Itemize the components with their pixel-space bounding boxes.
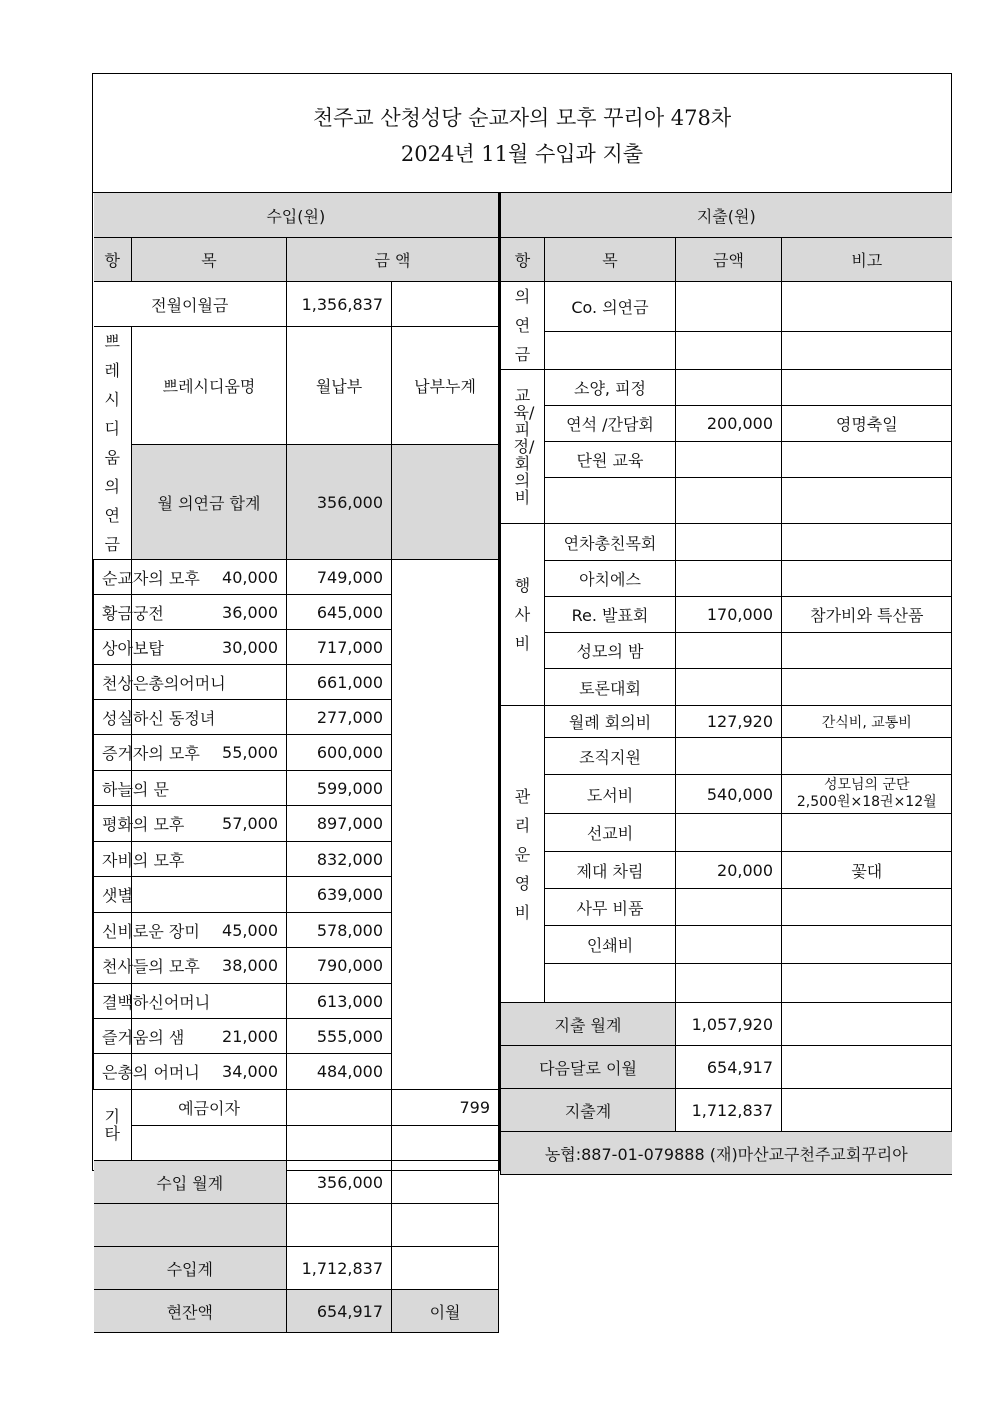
monthly-donation-total-label: 월 의연금 합계 bbox=[132, 445, 287, 560]
expense-amount bbox=[676, 669, 782, 706]
carry-next-note bbox=[782, 1046, 952, 1089]
expense-note bbox=[782, 814, 952, 852]
presidium-cumulative: 613,000 bbox=[287, 984, 392, 1019]
presidium-name: 황금궁전 bbox=[94, 595, 132, 630]
presidium-cumulative: 897,000 bbox=[287, 806, 392, 842]
expense-amount bbox=[676, 561, 782, 597]
presidium-name: 자비의 모후 bbox=[94, 842, 132, 877]
presidium-monthly: 36,000 bbox=[132, 595, 287, 630]
presidium-group-text: 쁘레시디움의연금 bbox=[104, 332, 120, 554]
other-item-name: 예금이자 bbox=[132, 1090, 287, 1126]
sheet-subtitle: 2024년 11월 수입과 지출 bbox=[400, 142, 644, 166]
expense-note: 꽃대 bbox=[782, 852, 952, 889]
expense-header: 지출(원) bbox=[501, 193, 952, 238]
expense-note: 영명축일 bbox=[782, 406, 952, 442]
expense-grand-total-value: 1,712,837 bbox=[676, 1089, 782, 1132]
expense-row bbox=[501, 706, 952, 738]
expense-item: 사무 비품 bbox=[545, 889, 676, 926]
expense-row bbox=[501, 775, 952, 814]
presidium-row bbox=[94, 700, 499, 735]
expense-item: 아치에스 bbox=[545, 561, 676, 597]
income-monthly-total-empty bbox=[392, 1161, 499, 1204]
expense-note bbox=[782, 669, 952, 706]
presidium-name: 샛별 bbox=[94, 877, 132, 913]
expense-monthly-total-label: 지출 월계 bbox=[501, 1003, 676, 1046]
expense-row bbox=[501, 814, 952, 852]
presidium-cumulative: 599,000 bbox=[287, 771, 392, 806]
presidium-cumulative: 600,000 bbox=[287, 735, 392, 771]
prev-balance-label: 전월이월금 bbox=[94, 282, 287, 327]
presidium-col-name: 쁘레시디움명 bbox=[132, 327, 287, 445]
expense-note bbox=[782, 524, 952, 561]
monthly-donation-total-value: 356,000 bbox=[287, 445, 392, 560]
expense-item: 제대 차림 bbox=[545, 852, 676, 889]
expense-note bbox=[782, 775, 952, 814]
expense-group-text: 관리운영비 bbox=[514, 786, 531, 922]
expense-group-label bbox=[501, 282, 545, 370]
income-header: 수입(원) bbox=[94, 193, 499, 238]
expense-col-note: 비고 bbox=[782, 238, 952, 282]
expense-amount bbox=[676, 332, 782, 370]
expense-amount bbox=[676, 478, 782, 524]
expense-group-text: 행사비 bbox=[514, 576, 531, 653]
income-table bbox=[93, 192, 499, 1333]
carry-next-label: 다음달로 이월 bbox=[501, 1046, 676, 1089]
expense-item bbox=[545, 478, 676, 524]
expense-note bbox=[782, 738, 952, 775]
expense-amount bbox=[676, 370, 782, 406]
presidium-cumulative: 277,000 bbox=[287, 700, 392, 735]
expense-row bbox=[501, 561, 952, 597]
expense-table bbox=[500, 192, 952, 1175]
carry-label: 이월 bbox=[392, 1290, 499, 1333]
income-grand-total-label: 수입계 bbox=[94, 1247, 287, 1290]
expense-amount bbox=[676, 524, 782, 561]
expense-item: 도서비 bbox=[545, 775, 676, 814]
income-grand-total-value: 1,712,837 bbox=[287, 1247, 392, 1290]
expense-note-line1: 성모님의 군단 bbox=[823, 777, 910, 793]
expense-item: 연차총친목회 bbox=[545, 524, 676, 561]
expense-col-hang: 항 bbox=[501, 238, 545, 282]
presidium-row bbox=[94, 560, 499, 595]
presidium-row bbox=[94, 630, 499, 665]
expense-row bbox=[501, 889, 952, 926]
other-item-monthly bbox=[287, 1126, 392, 1161]
presidium-monthly: 34,000 bbox=[132, 1054, 287, 1090]
other-group-label bbox=[94, 1090, 132, 1161]
expense-item: 토론대회 bbox=[545, 669, 676, 706]
expense-row bbox=[501, 738, 952, 775]
expense-grand-total-label: 지출계 bbox=[501, 1089, 676, 1132]
presidium-row bbox=[94, 595, 499, 630]
presidium-cumulative: 484,000 bbox=[287, 1054, 392, 1090]
income-col-mok: 목 bbox=[132, 238, 287, 282]
expense-col-amount: 금액 bbox=[676, 238, 782, 282]
expense-row bbox=[501, 370, 952, 406]
expense-group-text: 교육/피정/회의비 bbox=[513, 386, 535, 507]
other-group-text: 기타 bbox=[104, 1107, 120, 1143]
presidium-cumulative: 717,000 bbox=[287, 630, 392, 665]
presidium-row bbox=[94, 913, 499, 948]
expense-note bbox=[782, 889, 952, 926]
expense-item: 단원 교육 bbox=[545, 442, 676, 478]
expense-note-line2: 2,500원×18권×12월 bbox=[796, 794, 937, 810]
presidium-monthly: 21,000 bbox=[132, 1019, 287, 1054]
expense-amount bbox=[676, 889, 782, 926]
carry-next-value: 654,917 bbox=[676, 1046, 782, 1089]
presidium-row bbox=[94, 1019, 499, 1054]
expense-amount bbox=[676, 282, 782, 332]
expense-item: 조직지원 bbox=[545, 738, 676, 775]
income-col-hang: 항 bbox=[94, 238, 132, 282]
current-balance-label: 현잔액 bbox=[94, 1290, 287, 1333]
expense-note bbox=[782, 332, 952, 370]
expense-amount: 540,000 bbox=[676, 775, 782, 814]
expense-amount: 200,000 bbox=[676, 406, 782, 442]
presidium-row bbox=[94, 984, 499, 1019]
income-section bbox=[93, 192, 498, 1333]
expense-amount bbox=[676, 814, 782, 852]
presidium-name: 상아보탑 bbox=[94, 630, 132, 665]
expense-amount bbox=[676, 926, 782, 964]
expense-item: 소양, 피정 bbox=[545, 370, 676, 406]
prev-balance-value: 1,356,837 bbox=[287, 282, 392, 327]
expense-amount: 127,920 bbox=[676, 706, 782, 738]
expense-item: Re. 발표회 bbox=[545, 597, 676, 633]
finance-sheet bbox=[92, 73, 952, 1322]
other-item-monthly bbox=[287, 1090, 392, 1126]
expense-row bbox=[501, 442, 952, 478]
expense-monthly-total-value: 1,057,920 bbox=[676, 1003, 782, 1046]
expense-group-label bbox=[501, 370, 545, 524]
presidium-monthly: 55,000 bbox=[132, 735, 287, 771]
presidium-cumulative: 555,000 bbox=[287, 1019, 392, 1054]
income-blank-label bbox=[94, 1204, 287, 1247]
expense-row bbox=[501, 669, 952, 706]
presidium-group-label bbox=[94, 327, 132, 560]
presidium-cumulative: 749,000 bbox=[287, 560, 392, 595]
expense-note: 참가비와 특산품 bbox=[782, 597, 952, 633]
other-item-cumulative bbox=[392, 1126, 499, 1161]
expense-amount bbox=[676, 633, 782, 669]
expense-item: 성모의 밤 bbox=[545, 633, 676, 669]
income-monthly-total-value: 356,000 bbox=[287, 1161, 392, 1204]
income-blank-value bbox=[287, 1204, 392, 1247]
expense-item bbox=[545, 964, 676, 1003]
expense-row bbox=[501, 282, 952, 332]
expense-note bbox=[782, 370, 952, 406]
presidium-row bbox=[94, 806, 499, 842]
expense-amount: 170,000 bbox=[676, 597, 782, 633]
presidium-monthly: 40,000 bbox=[132, 560, 287, 595]
expense-note bbox=[782, 442, 952, 478]
presidium-name: 성실하신 동정녀 bbox=[94, 700, 132, 735]
presidium-monthly: 30,000 bbox=[132, 630, 287, 665]
presidium-row bbox=[94, 771, 499, 806]
title-box bbox=[93, 74, 951, 193]
expense-item: 연석 /간담회 bbox=[545, 406, 676, 442]
expense-row bbox=[501, 478, 952, 524]
presidium-cumulative: 790,000 bbox=[287, 948, 392, 984]
expense-monthly-total-note bbox=[782, 1003, 952, 1046]
expense-item: 인쇄비 bbox=[545, 926, 676, 964]
other-item-name bbox=[132, 1126, 287, 1161]
sheet-title: 천주교 산청성당 순교자의 모후 꾸리아 478차 bbox=[312, 106, 732, 130]
presidium-monthly: 38,000 bbox=[132, 948, 287, 984]
income-blank-extra bbox=[392, 1204, 499, 1247]
expense-item: Co. 의연금 bbox=[545, 282, 676, 332]
presidium-name: 신비로운 장미 bbox=[94, 913, 132, 948]
presidium-name: 평화의 모후 bbox=[94, 806, 132, 842]
expense-note bbox=[782, 633, 952, 669]
presidium-row bbox=[94, 1054, 499, 1090]
expense-note bbox=[782, 926, 952, 964]
monthly-donation-total-cumulative bbox=[392, 445, 499, 560]
expense-note bbox=[782, 478, 952, 524]
expense-group-label bbox=[501, 524, 545, 706]
expense-note bbox=[782, 964, 952, 1003]
expense-grand-total-note bbox=[782, 1089, 952, 1132]
presidium-name: 즐거움의 샘 bbox=[94, 1019, 132, 1054]
current-balance-value: 654,917 bbox=[287, 1290, 392, 1333]
expense-group-label bbox=[501, 706, 545, 1003]
presidium-cumulative: 578,000 bbox=[287, 913, 392, 948]
expense-amount: 20,000 bbox=[676, 852, 782, 889]
presidium-monthly bbox=[132, 877, 287, 913]
presidium-cumulative: 832,000 bbox=[287, 842, 392, 877]
presidium-cumulative: 645,000 bbox=[287, 595, 392, 630]
presidium-name: 결백하신어머니 bbox=[94, 984, 132, 1019]
expense-note bbox=[782, 282, 952, 332]
presidium-row bbox=[94, 842, 499, 877]
presidium-monthly: 45,000 bbox=[132, 913, 287, 948]
expense-row bbox=[501, 964, 952, 1003]
bank-account: 농협:887-01-079888 (재)마산교구천주교회꾸리아 bbox=[501, 1132, 952, 1175]
expense-section bbox=[500, 192, 951, 1175]
presidium-col-cumulative: 납부누계 bbox=[392, 327, 499, 445]
presidium-name: 순교자의 모후 bbox=[94, 560, 132, 595]
presidium-name: 하늘의 문 bbox=[94, 771, 132, 806]
prev-balance-empty bbox=[392, 282, 499, 327]
expense-row bbox=[501, 406, 952, 442]
presidium-row bbox=[94, 665, 499, 700]
expense-amount bbox=[676, 964, 782, 1003]
expense-row bbox=[501, 926, 952, 964]
expense-item bbox=[545, 332, 676, 370]
other-item-cumulative: 799 bbox=[392, 1090, 499, 1126]
expense-col-mok: 목 bbox=[545, 238, 676, 282]
income-col-amount: 금 액 bbox=[287, 238, 499, 282]
expense-amount bbox=[676, 442, 782, 478]
expense-row bbox=[501, 597, 952, 633]
expense-row bbox=[501, 852, 952, 889]
expense-item: 월례 회의비 bbox=[545, 706, 676, 738]
presidium-cumulative: 661,000 bbox=[287, 665, 392, 700]
expense-group-text: 의연금 bbox=[514, 287, 531, 364]
expense-row bbox=[501, 332, 952, 370]
presidium-cumulative: 639,000 bbox=[287, 877, 392, 913]
expense-amount bbox=[676, 738, 782, 775]
expense-item: 선교비 bbox=[545, 814, 676, 852]
presidium-name: 은총의 어머니 bbox=[94, 1054, 132, 1090]
presidium-row bbox=[94, 735, 499, 771]
expense-note bbox=[782, 561, 952, 597]
income-grand-total-empty bbox=[392, 1247, 499, 1290]
income-monthly-total-label: 수입 월계 bbox=[94, 1161, 287, 1204]
presidium-name: 증거자의 모후 bbox=[94, 735, 132, 771]
presidium-monthly: 57,000 bbox=[132, 806, 287, 842]
expense-note: 간식비, 교통비 bbox=[782, 706, 952, 738]
presidium-col-monthly: 월납부 bbox=[287, 327, 392, 445]
presidium-row bbox=[94, 877, 499, 913]
expense-row bbox=[501, 633, 952, 669]
expense-row bbox=[501, 524, 952, 561]
presidium-name: 천상은총의어머니 bbox=[94, 665, 132, 700]
presidium-row bbox=[94, 948, 499, 984]
presidium-name: 천사들의 모후 bbox=[94, 948, 132, 984]
